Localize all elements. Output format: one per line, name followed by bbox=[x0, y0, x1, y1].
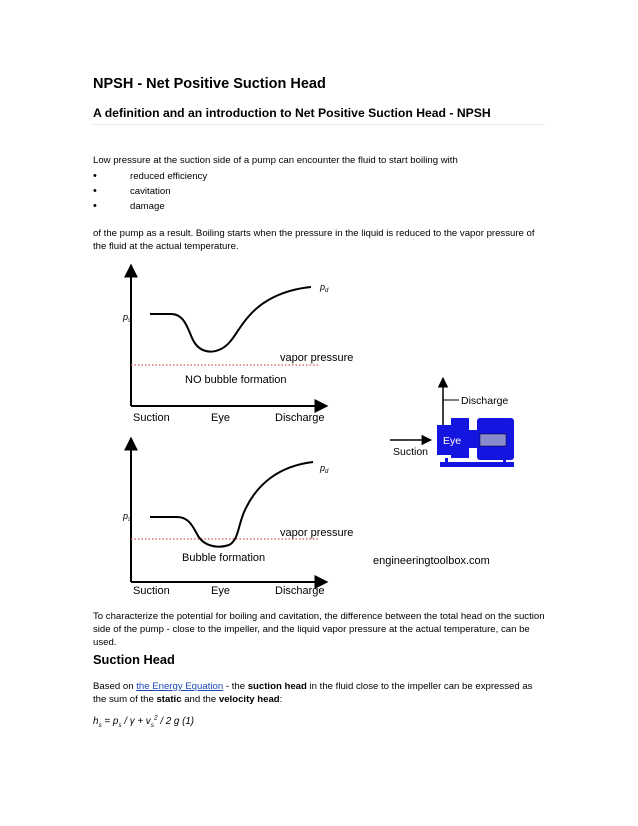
bullet-icon: • bbox=[93, 185, 97, 197]
ps-label: $p_s$ bbox=[123, 312, 132, 324]
vapor-pressure-label: vapor pressure bbox=[280, 527, 354, 539]
boiling-paragraph: of the pump as a result. Boiling starts when the pressure in the liquid is reduced to the vapor pressure of the fluid at the actual temperature. bbox=[93, 228, 535, 252]
pump-eye-label: Eye bbox=[443, 435, 462, 447]
pump-suction-label: Suction bbox=[393, 446, 429, 458]
diagram-bubble bbox=[122, 438, 353, 597]
list-item-text: reduced efficiency bbox=[130, 171, 208, 182]
motor-plate bbox=[480, 434, 506, 446]
npsh-figure bbox=[93, 0, 545, 620]
pump-foot bbox=[503, 458, 506, 463]
list-item-text: damage bbox=[130, 201, 165, 212]
x-label-discharge: Discharge bbox=[275, 585, 325, 597]
watermark-text: engineeringtoolbox.com bbox=[373, 555, 490, 567]
ps-label: $p_s$ bbox=[123, 511, 132, 523]
x-label-suction: Suction bbox=[133, 585, 170, 597]
pump-base bbox=[440, 462, 514, 467]
list-item-text: cavitation bbox=[130, 186, 171, 197]
bubble-note: Bubble formation bbox=[182, 552, 266, 564]
x-label-eye: Eye bbox=[211, 412, 230, 424]
page-subtitle: A definition and an introduction to Net Positive Suction Head - NPSH bbox=[93, 106, 491, 120]
bullet-icon: • bbox=[93, 200, 97, 212]
intro-paragraph: Low pressure at the suction side of a pump can encounter the fluid to start boiling with bbox=[93, 155, 458, 166]
suction-head-equation: $h_s = p_s / \gamma + v_s^2 / 2$ g (1) bbox=[93, 714, 195, 729]
pump-shaft bbox=[469, 430, 477, 448]
vapor-pressure-label: vapor pressure bbox=[280, 352, 354, 364]
characterize-paragraph: To characterize the potential for boiling and cavitation, the difference between the total head on the suction side of the pump - close to the impeller, and the liquid vapor pressure at the actual temperature, can be used. bbox=[93, 611, 545, 648]
bullet-icon: • bbox=[93, 170, 97, 182]
pump-discharge-label: Discharge bbox=[461, 395, 509, 407]
x-label-discharge: Discharge bbox=[275, 412, 325, 424]
pd-label: $p_d$ bbox=[320, 282, 329, 294]
x-label-eye: Eye bbox=[211, 585, 230, 597]
pump-illustration bbox=[390, 378, 514, 467]
energy-equation-link[interactable]: the Energy Equation bbox=[136, 681, 224, 692]
section-title-suction-head: Suction Head bbox=[93, 652, 175, 667]
diagram-no-bubble bbox=[122, 265, 353, 424]
bubble-note: NO bubble formation bbox=[185, 374, 287, 386]
suction-head-paragraph: Based on the Energy Equation - the suction head in the fluid close to the impeller can be expressed as the sum of the static and the velocity head: bbox=[93, 681, 533, 705]
page-title: NPSH - Net Positive Suction Head bbox=[93, 76, 326, 92]
pressure-curve bbox=[150, 287, 311, 352]
pump-foot bbox=[445, 458, 448, 463]
x-label-suction: Suction bbox=[133, 412, 170, 424]
pd-label: $p_d$ bbox=[320, 463, 329, 475]
